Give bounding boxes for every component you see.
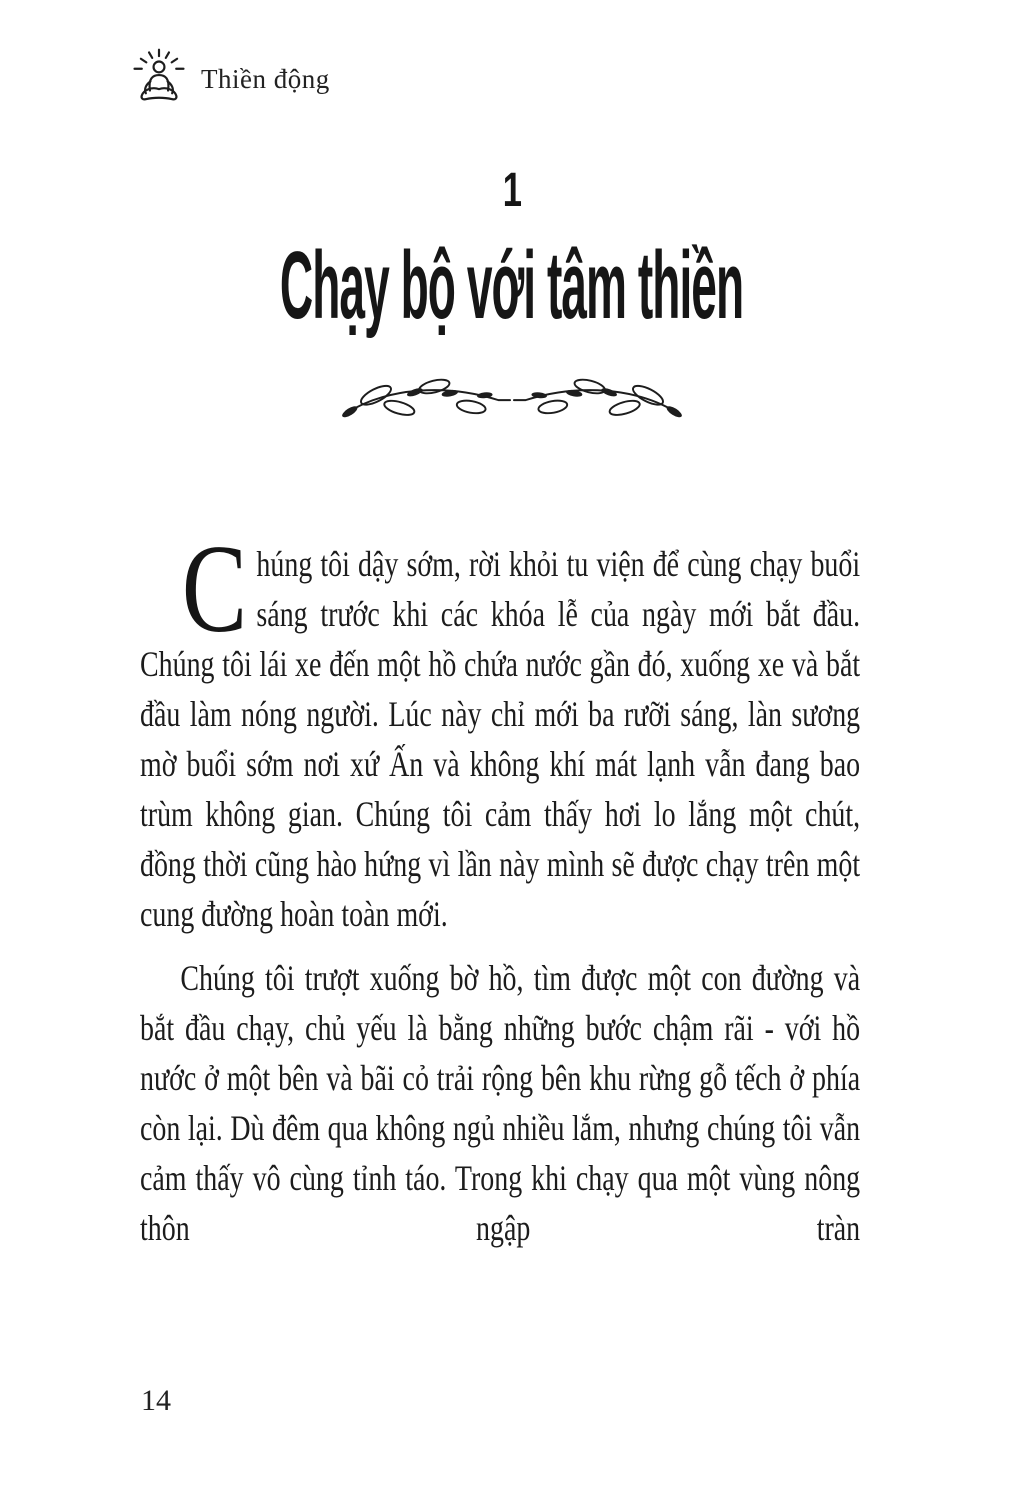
chapter-title-row [0,232,1024,355]
paragraph-2 [140,953,860,1253]
page-header [130,44,330,108]
body-text [140,520,861,1253]
page-number: 14 [141,1384,171,1417]
chapter-number: 1 [502,164,522,217]
chapter-title: Chạy bộ với tâm thiền [280,232,744,339]
paragraph-1-text: húng tôi dậy sớm, rời khỏi tu viện để cùng chạy buổi sáng trước khi các khóa lễ của ngày mới bắt đầu. Chúng tôi lái xe đến một hồ chứa nước gần đó, xuống xe và bắt đầu làm nóng người. Lúc này chỉ mới ba rưỡi sáng, làn sương mờ buổi sớm nơi xứ Ấn và không khí mát lạnh vẫn đang bao trùm không gian. Chúng tôi cảm thấy hơi lo lắng một chút, đồng thời cũng hào hứng vì lần này mình sẽ được chạy trên một cung đường hoàn toàn mới. [140,544,861,934]
chapter-number-row [0,164,1024,226]
brand-label: Thiền động [201,63,330,94]
laurel-divider-ornament [336,370,688,438]
meditation-icon [130,47,188,105]
drop-cap: C [181,520,248,659]
paragraph-2-text: Chúng tôi trượt xuống bờ hồ, tìm được một con đường và bắt đầu chạy, chủ yếu là bằng những bước chậm rãi - với hồ nước ở một bên và bãi cỏ trải rộng bên khu rừng gỗ tếch ở phía còn lại. Dù đêm qua không ngủ nhiều lắm, nhưng chúng tôi vẫn cảm thấy vô cùng tỉnh táo. Trong khi chạy qua một vùng nông thôn ngập tràn [140,958,861,1248]
paragraph-1 [140,520,861,939]
